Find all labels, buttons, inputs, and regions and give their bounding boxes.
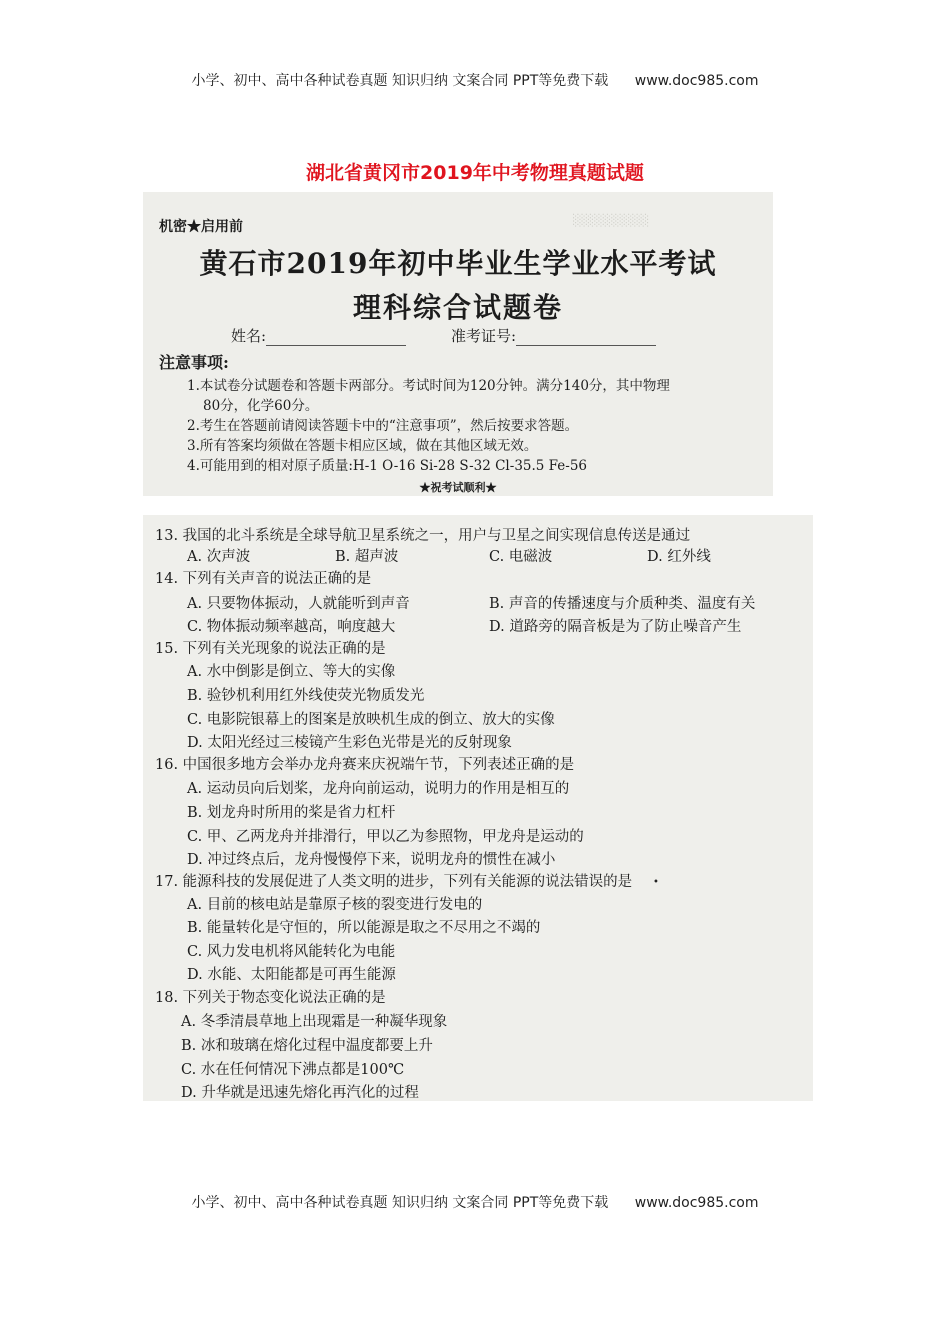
option: B. 声音的传播速度与介质种类、温度有关	[489, 596, 756, 612]
option: C. 水在任何情况下沸点都是100℃	[181, 1062, 405, 1078]
option: D. 冲过终点后，龙舟慢慢停下来，说明龙舟的惯性在减小	[187, 852, 556, 868]
name-field	[231, 325, 406, 346]
notice-item: 2.考生在答题前请阅读答题卡中的“注意事项”，然后按要求答题。	[187, 418, 579, 434]
option: A. 只要物体振动，人就能听到声音	[187, 596, 410, 612]
option: B. 能量转化是守恒的，所以能源是取之不尽用之不竭的	[187, 920, 541, 936]
option: D. 水能、太阳能都是可再生能源	[187, 967, 396, 983]
question-stem-15: 15. 下列有关光现象的说法正确的是	[155, 641, 386, 657]
option: D. 红外线	[647, 549, 711, 565]
question-stem-16: 16. 中国很多地方会举办龙舟赛来庆祝端午节，下列表述正确的是	[155, 757, 575, 773]
option: C. 甲、乙两龙舟并排滑行，甲以乙为参照物，甲龙舟是运动的	[187, 829, 584, 845]
option: A. 运动员向后划桨，龙舟向前运动，说明力的作用是相互的	[187, 781, 570, 797]
name-underline	[266, 331, 406, 346]
bleed-through-text: ░░░░░░░░░	[573, 214, 650, 227]
questions-scan	[143, 515, 813, 1101]
option: C. 风力发电机将风能转化为电能	[187, 944, 396, 960]
name-label: 姓名:	[231, 327, 267, 345]
exam-cover-scan	[143, 192, 773, 496]
page-footer	[0, 1192, 950, 1212]
option: D. 道路旁的隔音板是为了防止噪音产生	[489, 619, 742, 635]
notice-item: 1.本试卷分试题卷和答题卡两部分。考试时间为120分钟。满分140分，其中物理	[187, 378, 670, 394]
footer-site-link[interactable]: www.doc985.com	[634, 1195, 759, 1211]
ticket-label: 准考证号:	[451, 327, 517, 345]
ticket-field	[451, 325, 656, 346]
ticket-underline	[516, 331, 656, 346]
question-stem-13: 13. 我国的北斗系统是全球导航卫星系统之一，用户与卫星之间实现信息传送是通过	[155, 528, 691, 544]
question-stem-17: 17. 能源科技的发展促进了人类文明的进步，下列有关能源的说法错误的是	[155, 874, 633, 890]
option: C. 物体振动频率越高，响度越大	[187, 619, 396, 635]
question-stem-18: 18. 下列关于物态变化说法正确的是	[155, 990, 386, 1006]
option: A. 冬季清晨草地上出现霜是一种凝华现象	[181, 1014, 448, 1030]
option: D. 太阳光经过三棱镜产生彩色光带是光的反射现象	[187, 735, 512, 751]
option: C. 电影院银幕上的图案是放映机生成的倒立、放大的实像	[187, 712, 555, 728]
option: A. 目前的核电站是靠原子核的裂变进行发电的	[187, 897, 483, 913]
option: A. 水中倒影是倒立、等大的实像	[187, 664, 396, 680]
footer-text: 小学、初中、高中各种试卷真题 知识归纳 文案合同 PPT等免费下载	[191, 1195, 609, 1211]
option: B. 冰和玻璃在熔化过程中温度都要上升	[181, 1038, 433, 1054]
page-header	[0, 70, 950, 90]
option: A. 次声波	[187, 549, 251, 565]
header-text: 小学、初中、高中各种试卷真题 知识归纳 文案合同 PPT等免费下载	[191, 73, 609, 89]
option: B. 超声波	[335, 549, 399, 565]
option: D. 升华就是迅速先熔化再汽化的过程	[181, 1085, 419, 1101]
exam-title-line2: 理科综合试题卷	[352, 291, 563, 324]
option: B. 划龙舟时所用的桨是省力杠杆	[187, 805, 396, 821]
exam-title-line1: 黄石市2019年初中毕业生学业水平考试	[199, 247, 717, 280]
header-site-link[interactable]: www.doc985.com	[634, 73, 759, 89]
question-stem-14: 14. 下列有关声音的说法正确的是	[155, 571, 372, 587]
secret-label: 机密★启用前	[159, 219, 243, 235]
document-title: 湖北省黄冈市2019年中考物理真题试题	[306, 162, 644, 184]
option: C. 电磁波	[489, 549, 553, 565]
notice-item: 3.所有答案均须做在答题卡相应区域，做在其他区域无效。	[187, 438, 538, 454]
notice-item: 4.可能用到的相对原子质量:H-1 O-16 Si-28 S-32 Cl-35.5 Fe-56	[187, 458, 588, 474]
option: B. 验钞机利用红外线使荧光物质发光	[187, 688, 425, 704]
notice-heading: 注意事项:	[159, 353, 229, 372]
notice-item: 80分，化学60分。	[203, 398, 319, 414]
emphasis-dot: •	[653, 877, 659, 888]
good-luck-text: ★祝考试顺利★	[419, 481, 497, 494]
